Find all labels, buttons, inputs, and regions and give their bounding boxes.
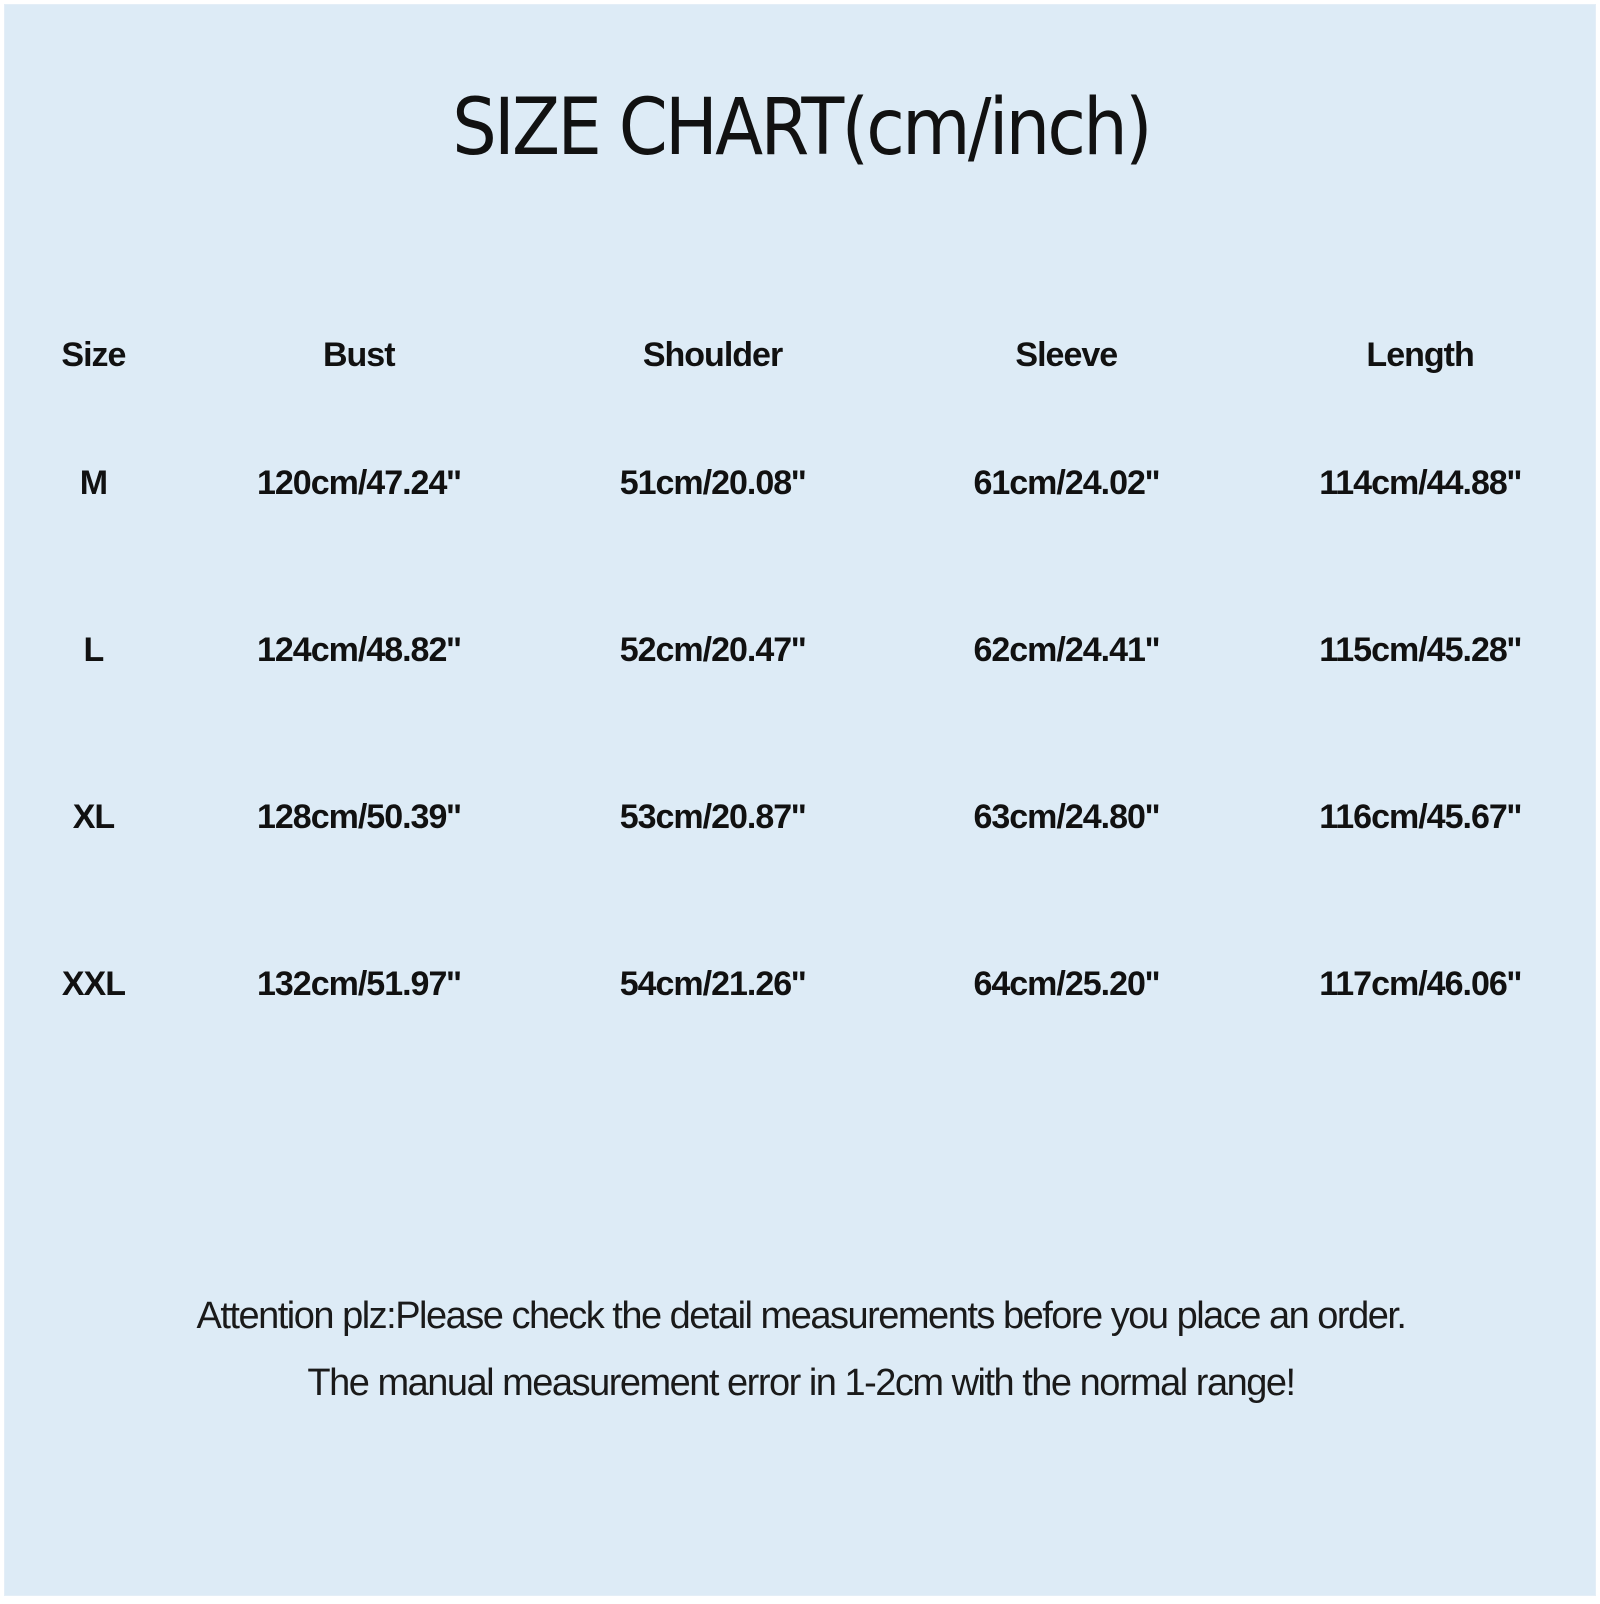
header-size: Size xyxy=(61,335,126,374)
cell-sleeve: 61cm/24.02'' xyxy=(973,464,1160,502)
cell-shoulder: 54cm/21.26'' xyxy=(619,965,806,1003)
cell-shoulder: 51cm/20.08'' xyxy=(619,464,806,502)
cell-shoulder: 52cm/20.47'' xyxy=(619,631,806,669)
cell-size: XXL xyxy=(61,965,125,1003)
attention-note: Attention plz:Please check the detail measurements before you place an order. xyxy=(196,1295,1406,1337)
header-bust: Bust xyxy=(322,335,395,374)
cell-size: XL xyxy=(72,798,115,836)
cell-sleeve: 62cm/24.41'' xyxy=(973,631,1160,669)
table-row xyxy=(5,734,1597,901)
chart-title: SIZE CHART(cm/inch) xyxy=(452,83,1150,173)
cell-bust: 120cm/47.24'' xyxy=(256,464,461,502)
cell-bust: 124cm/48.82'' xyxy=(256,631,461,669)
header-shoulder: Shoulder xyxy=(642,335,783,374)
cell-length: 116cm/45.67'' xyxy=(1319,798,1521,836)
header-sleeve: Sleeve xyxy=(1015,335,1118,374)
cell-bust: 132cm/51.97'' xyxy=(256,965,461,1003)
measurement-error-note: The manual measurement error in 1-2cm with the normal range! xyxy=(307,1362,1295,1404)
cell-sleeve: 64cm/25.20'' xyxy=(973,965,1160,1003)
cell-size: L xyxy=(83,631,104,669)
header-length: Length xyxy=(1366,335,1474,374)
size-table xyxy=(5,310,1597,1068)
cell-length: 115cm/45.28'' xyxy=(1319,631,1521,669)
cell-size: M xyxy=(79,464,108,502)
header-row xyxy=(5,310,1597,400)
cell-bust: 128cm/50.39'' xyxy=(256,798,461,836)
table-row xyxy=(5,901,1597,1068)
size-chart-image xyxy=(4,4,1596,1596)
cell-length: 114cm/44.88'' xyxy=(1319,464,1521,502)
cell-shoulder: 53cm/20.87'' xyxy=(619,798,806,836)
table-row xyxy=(5,400,1597,567)
table-row xyxy=(5,567,1597,734)
cell-sleeve: 63cm/24.80'' xyxy=(973,798,1160,836)
cell-length: 117cm/46.06'' xyxy=(1319,965,1521,1003)
